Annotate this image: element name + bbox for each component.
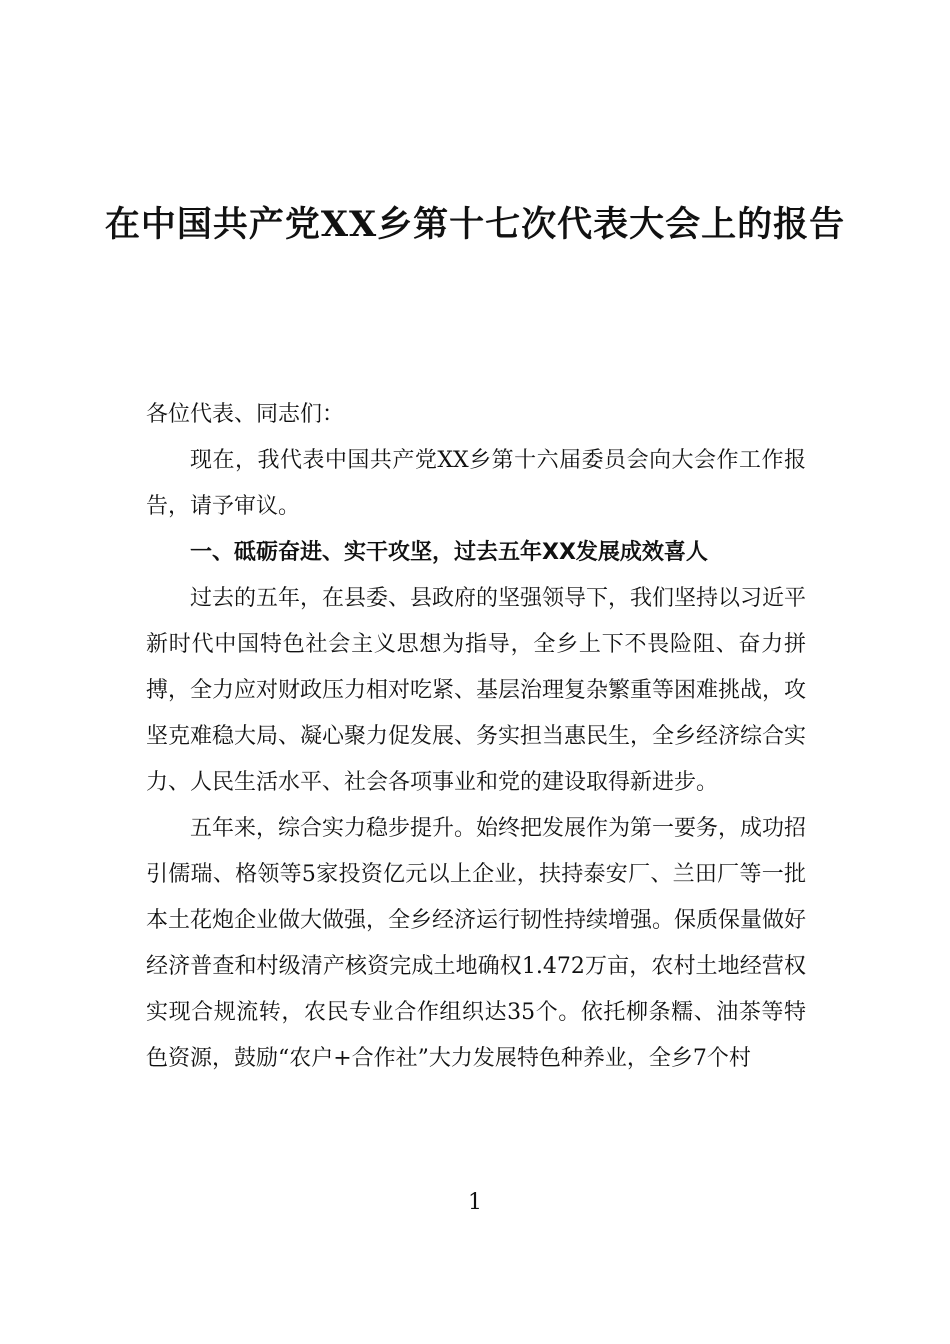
body-paragraph: 五年来，综合实力稳步提升。始终把发展作为第一要务，成功招引儒瑞、格领等5家投资亿元以上企业，扶持泰安厂、兰田厂等一批本土花炮企业做大做强，全乡经济运行韧性持续增强。保质保量做好经济普查和村级清产核资完成土地确权1.472万亩，农村土地经营权实现合规流转，农民专业合作组织达35个。依托柳条糯、油茶等特色资源，鼓励“农户+合作社”大力发展特色种养业，全乡7个村 xyxy=(146,816,807,1071)
intro-paragraph: 现在，我代表中国共产党XX乡第十六届委员会向大会作工作报告，请予审议。 xyxy=(146,448,806,519)
salutation: 各位代表、同志们： xyxy=(146,402,345,427)
body-paragraph: 过去的五年，在县委、县政府的坚强领导下，我们坚持以习近平新时代中国特色社会主义思想为指导，全乡上下不畏险阻、奋力拼搏，全力应对财政压力相对吃紧、基层治理复杂繁重等困难挑战，攻坚克难稳大局、凝心聚力促发展、务实担当惠民生，全乡经济综合实力、人民生活水平、社会各项事业和党的建设取得新进步。 xyxy=(146,586,807,795)
document-title: 在中国共产党XX乡第十七次代表大会上的报告 xyxy=(104,204,846,245)
page-number: 1 xyxy=(468,1190,482,1215)
section-heading: 一、砥砺奋进、实干攻坚，过去五年XX发展成效喜人 xyxy=(190,540,708,565)
document-body xyxy=(146,392,806,1082)
